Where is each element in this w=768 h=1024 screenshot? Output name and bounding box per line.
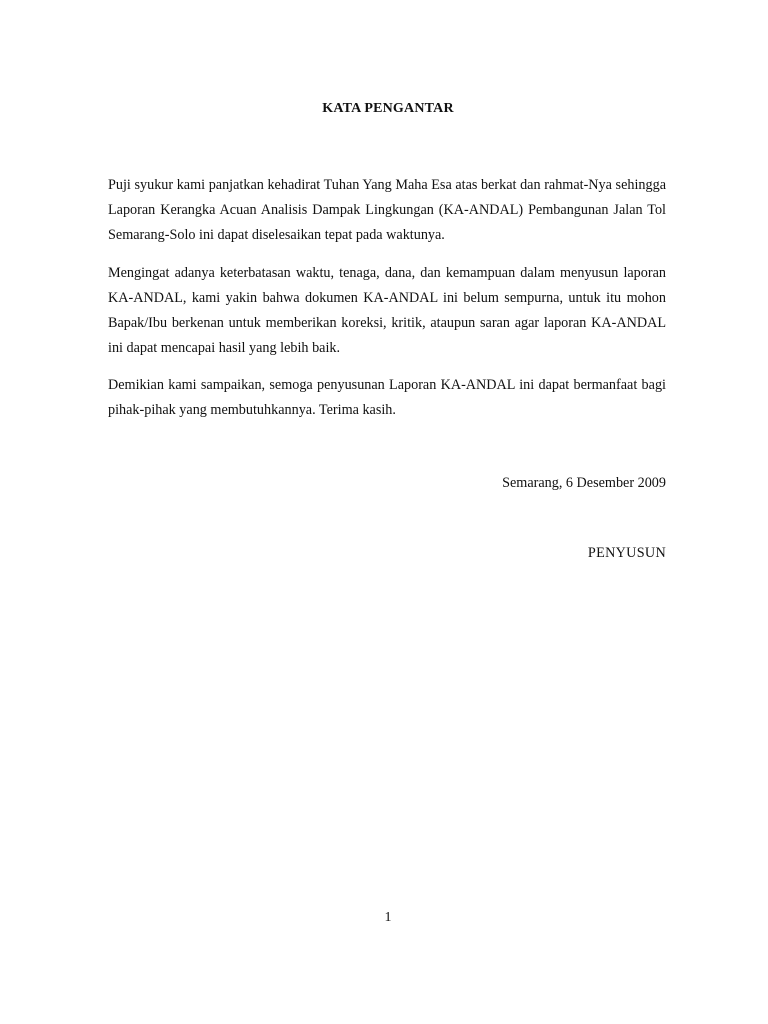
paragraph-3-text: Demikian kami sampaikan, semoga penyusunan Laporan KA-ANDAL ini dapat bermanfaat bagi pihak-pihak yang membutuhkannya. Terima kasih. [108, 377, 666, 418]
paragraph-3 [108, 373, 666, 423]
paragraph-2-text: Mengingat adanya keterbatasan waktu, tenaga, dana, dan kemampuan dalam menyusun laporan KA-ANDAL, kami yakin bahwa dokumen KA-ANDAL ini belum sempurna, untuk itu mohon Bapak/Ibu berkenan untuk memberikan koreksi, kritik, ataupun saran agar laporan KA-ANDAL ini dapat mencapai hasil yang lebih baik. [108, 265, 666, 356]
signer: PENYUSUN [587, 545, 666, 561]
paragraph-1 [108, 173, 666, 248]
paragraph-1-text: Puji syukur kami panjatkan kehadirat Tuhan Yang Maha Esa atas berkat dan rahmat-Nya sehingga Laporan Kerangka Acuan Analisis Dampak Lingkungan (KA-ANDAL) Pembangunan Jalan Tol Semarang-Solo ini dapat diselesaikan tepat pada waktunya. [108, 177, 666, 243]
page-number: 1 [384, 910, 392, 925]
place-date: Semarang, 6 Desember 2009 [502, 475, 666, 491]
paragraph-2 [108, 261, 666, 361]
page-title: KATA PENGANTAR [322, 101, 454, 116]
